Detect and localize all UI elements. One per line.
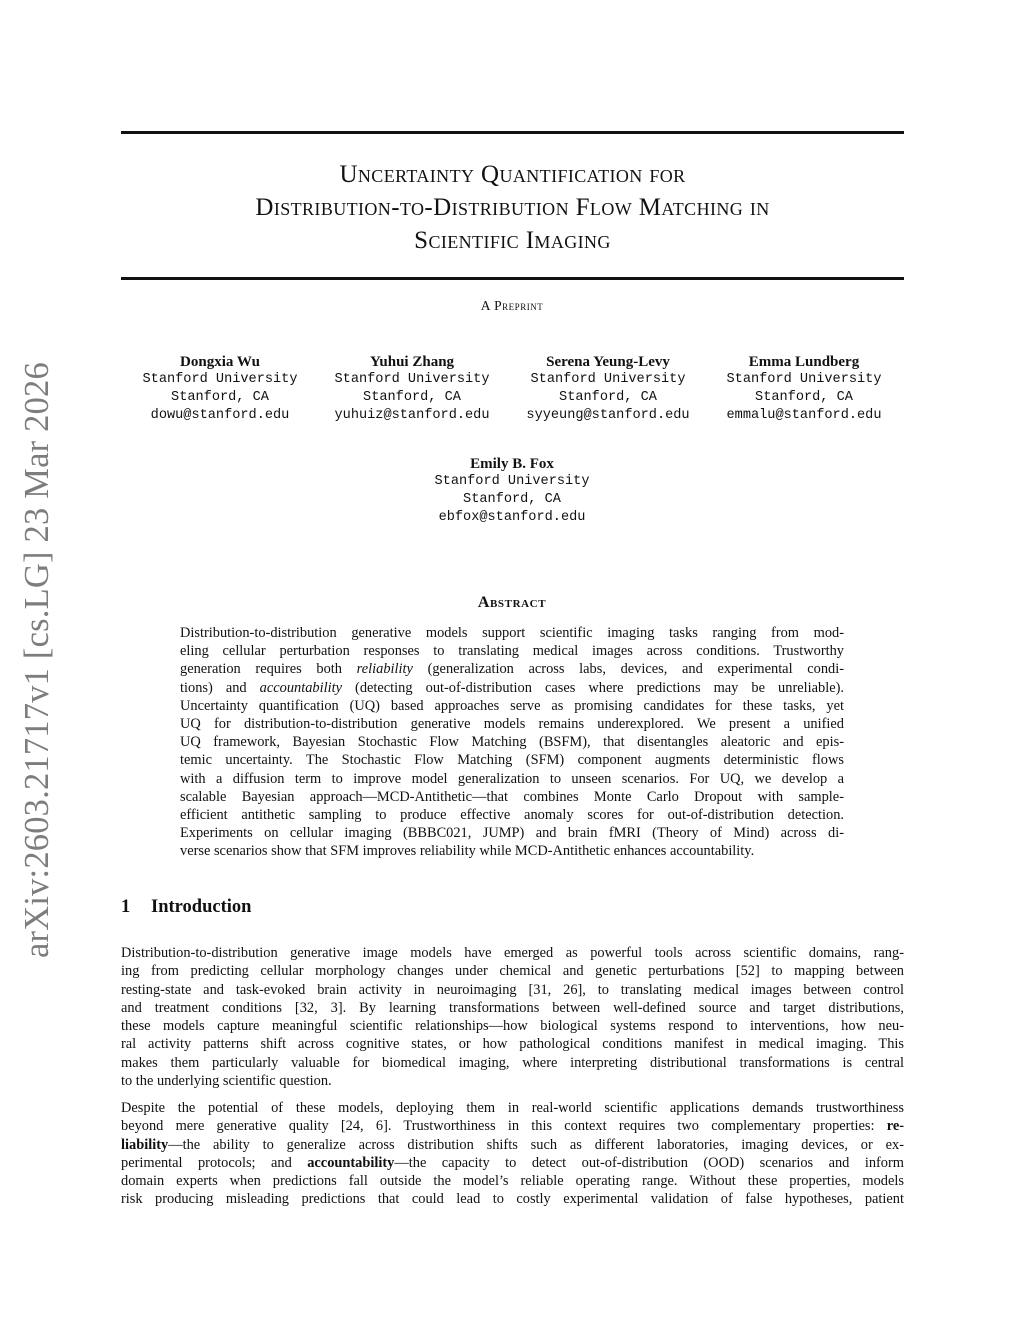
paragraph-line — [121, 1190, 904, 1208]
text-run: risk producing misleading predictions that could lead to costly experimental validation of false hypotheses, patient — [121, 1191, 904, 1208]
paragraph-line: makes them particularly valuable for biomedical imaging, where interpreting distributional transformations is central — [121, 1054, 904, 1071]
title-rule-top — [121, 131, 904, 134]
author-affiliation: Stanford University — [530, 372, 686, 387]
text-run: beyond mere generative quality [24, 6]. Trustworthiness in this context requires two complementary properties: — [121, 1118, 887, 1135]
arxiv-identifier: arXiv:2603.21717v1 [cs.LG] 23 Mar 2026 — [18, 362, 56, 958]
author-block — [120, 353, 320, 425]
paragraph-line: these models capture meaningful scientific relationships—how biological systems respond to interventions, how neu- — [121, 1018, 904, 1035]
abstract-heading: Abstract — [477, 594, 547, 611]
title-rule-bottom — [121, 277, 904, 280]
emphasis: reliability — [356, 661, 413, 678]
author-block — [704, 353, 904, 425]
paragraph-line — [121, 1117, 904, 1135]
paragraph-line: to the underlying scientific question. — [121, 1073, 332, 1090]
emphasis: accountability — [259, 679, 342, 696]
text-run: —the ability to generalize across distribution shifts such as different laboratories, imaging devices, or ex- — [168, 1136, 904, 1153]
section-title: Introduction — [151, 897, 252, 917]
author-name: Yuhui Zhang — [369, 354, 455, 370]
paragraph-line: Distribution-to-distribution generative image models have emerged as powerful tools across scientific domains, rang- — [121, 945, 904, 961]
author-block — [508, 353, 708, 425]
abstract-line: UQ for distribution-to-distribution generative models remains underexplored. We present a unified — [180, 716, 844, 733]
author-affiliation: Stanford University — [726, 372, 882, 387]
title-line: Uncertainty Quantification for — [339, 161, 686, 188]
author-name: Emma Lundberg — [748, 354, 860, 370]
paragraph-line: ing from predicting cellular morphology changes under chemical and genetic perturbations [52] to mapping between — [121, 963, 904, 980]
abstract-line: eling cellular perturbation responses to translating medical images across conditions. Trustworthy — [180, 643, 844, 660]
author-affiliation: Stanford University — [334, 372, 490, 387]
author-location: Stanford, CA — [363, 390, 461, 405]
paragraph-line — [121, 1154, 904, 1172]
paragraph-line — [121, 1136, 904, 1154]
text-run: domain experts when predictions fall outside the model’s reliable operating range. Without these properties, models — [121, 1173, 904, 1190]
author-affiliation: Stanford University — [434, 474, 590, 489]
text-run: generation requires both — [180, 661, 357, 678]
author-location: Stanford, CA — [755, 390, 853, 405]
text-run: Despite the potential of these models, deploying them in real-world scientific applications demands trustworthiness — [121, 1100, 904, 1116]
author-name: Serena Yeung-Levy — [546, 354, 670, 370]
abstract-line: verse scenarios show that SFM improves reliability while MCD-Antithetic enhances accountability. — [180, 843, 755, 860]
paragraph-line: and treatment conditions [32, 3]. By learning transformations between well-defined source and target distributions, — [121, 999, 904, 1016]
text-run: tions) and — [180, 679, 260, 696]
abstract-text — [180, 624, 844, 861]
author-location: Stanford, CA — [171, 390, 269, 405]
paragraph-line — [121, 1099, 904, 1117]
text-run: (generalization across labs, devices, and experimental condi- — [412, 661, 845, 678]
author-affiliation: Stanford University — [142, 372, 298, 387]
preprint-label: A Preprint — [480, 298, 544, 313]
bold-term: liability — [121, 1136, 169, 1153]
paragraph-line: resting-state and task-evoked brain activity in neuroimaging [31, 26], to translating medical images between control — [121, 981, 904, 998]
paper-title — [121, 158, 904, 257]
author-block — [412, 455, 612, 527]
abstract-line: with a diffusion term to improve model generalization to unseen scenarios. For UQ, we develop a — [180, 770, 844, 787]
title-line: Scientific Imaging — [414, 227, 611, 254]
author-email[interactable]: dowu@stanford.edu — [150, 408, 290, 423]
text-run: perimental protocols; and — [121, 1154, 308, 1171]
paragraph-line — [121, 1172, 904, 1190]
abstract-line: efficient antithetic sampling to produce effective anomaly scores for out-of-distribution detection. — [180, 807, 844, 824]
intro-paragraph-2 — [121, 1099, 904, 1209]
abstract-line — [180, 660, 844, 678]
intro-paragraph-1 — [121, 944, 904, 1090]
author-name: Dongxia Wu — [180, 354, 260, 370]
abstract-line: Experiments on cellular imaging (BBBC021, JUMP) and brain fMRI (Theory of Mind) across di- — [180, 825, 844, 842]
abstract-line: Uncertainty quantification (UQ) based approaches serve as promising candidates for these tasks, yet — [180, 697, 844, 714]
title-line: Distribution-to-Distribution Flow Matching in — [255, 194, 770, 221]
abstract-line: temic uncertainty. The Stochastic Flow Matching (SFM) component augments deterministic flows — [180, 752, 844, 769]
author-email[interactable]: ebfox@stanford.edu — [438, 510, 586, 525]
bold-term: re- — [886, 1118, 904, 1135]
author-email[interactable]: yuhuiz@stanford.edu — [334, 408, 490, 423]
author-location: Stanford, CA — [463, 492, 561, 507]
paragraph-line: ral activity patterns shift across cognitive states, or how pathological conditions manifest in medical imaging. This — [121, 1036, 904, 1053]
author-name: Emily B. Fox — [470, 456, 554, 472]
abstract-line: scalable Bayesian approach—MCD-Antithetic—that combines Monte Carlo Dropout with sample- — [180, 788, 844, 805]
author-email[interactable]: emmalu@stanford.edu — [726, 408, 882, 423]
text-run: —the capacity to detect out-of-distribution (OOD) scenarios and inform — [394, 1154, 904, 1171]
section-number: 1 — [121, 897, 131, 917]
section-heading-introduction — [121, 897, 251, 918]
author-block — [312, 353, 512, 425]
author-email[interactable]: syyeung@stanford.edu — [526, 408, 690, 423]
text-run: (detecting out-of-distribution cases where predictions may be unreliable). — [341, 679, 844, 696]
author-location: Stanford, CA — [559, 390, 657, 405]
abstract-line: UQ framework, Bayesian Stochastic Flow Matching (BSFM), that disentangles aleatoric and epis- — [180, 734, 844, 751]
abstract-line — [180, 679, 844, 697]
abstract-line: Distribution-to-distribution generative models support scientific imaging tasks ranging from mod- — [180, 625, 844, 641]
bold-term: accountability — [307, 1154, 395, 1171]
